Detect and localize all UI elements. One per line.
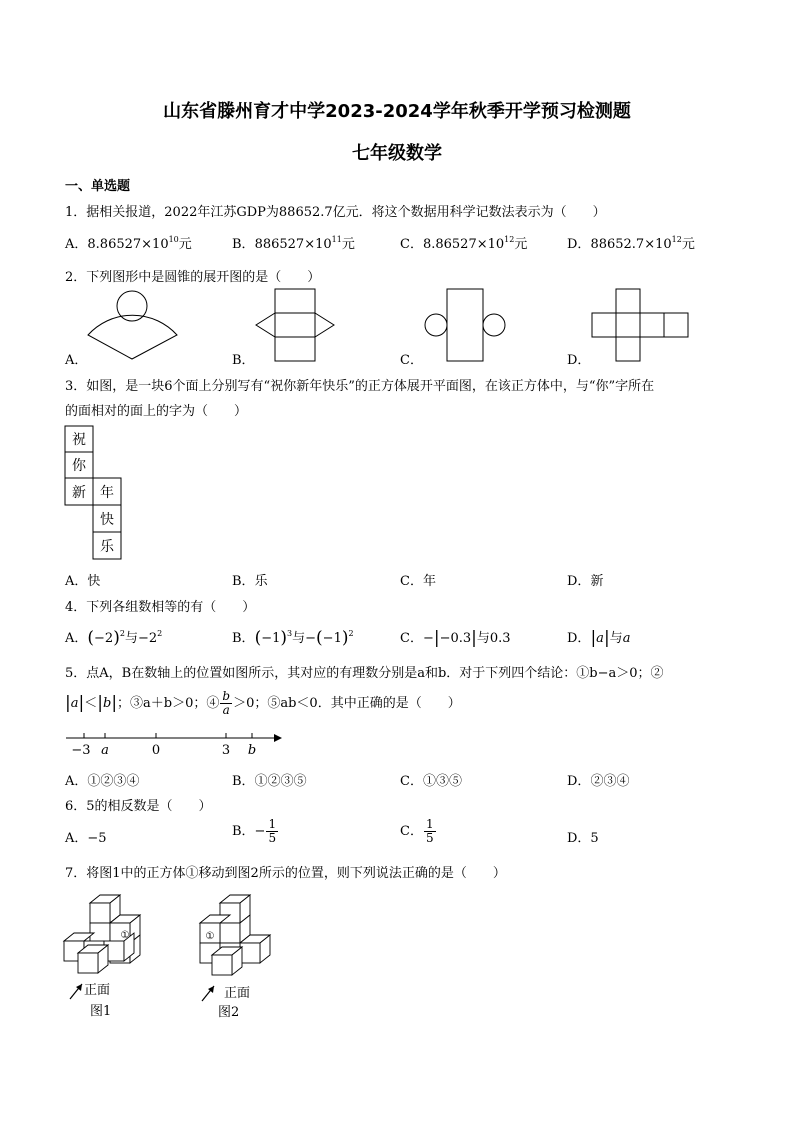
net-char-6: 乐 — [100, 539, 114, 555]
fig2-front-label: 正面 — [224, 986, 251, 1001]
q3-option-a[interactable]: A．快 — [65, 574, 101, 589]
q6-option-c[interactable]: C． $\frac{1}{5}$ — [400, 817, 434, 845]
axis-label-neg3: −3 — [71, 743, 91, 758]
net-char-2: 你 — [72, 458, 86, 474]
axis-label-a: a — [101, 743, 109, 758]
q6-option-a[interactable]: A．−5 — [65, 831, 107, 846]
number-line-figure — [62, 728, 284, 758]
fig2-caption: 图2 — [218, 1005, 240, 1020]
q5-option-c[interactable]: C．①③⑤ — [400, 774, 462, 789]
net-char-1: 祝 — [72, 432, 86, 448]
question-5-stem-line2: |a|＜|b|；③a＋b＞0；④ $\frac{b}{a}$ ＞0；⑤ab＜0．其中正确的是（ ） — [65, 689, 461, 717]
q4-option-b[interactable]: B．$(-1)^3$与$-(-1)^2$ — [232, 628, 354, 648]
fig1-marker: ① — [120, 930, 130, 941]
q2-option-a[interactable]: A． — [65, 353, 88, 368]
section-heading: 一、单选题 — [65, 179, 131, 194]
cone-net-figure — [80, 287, 190, 363]
q2-option-b[interactable]: B． — [232, 353, 255, 368]
net-char-5: 快 — [100, 512, 114, 528]
fig1-caption: 图1 — [90, 1004, 112, 1019]
fig1-front-label: 正面 — [84, 983, 111, 998]
q3-option-b[interactable]: B．乐 — [232, 574, 268, 589]
q4-option-c[interactable]: C．−|−0.3|与0.3 — [400, 628, 511, 648]
q1-option-b[interactable]: B．$886527\times 10^{11}$元 — [232, 235, 355, 252]
question-3-stem-line2: 的面相对的面上的字为（ ） — [65, 404, 248, 419]
q5-option-b[interactable]: B．①②③⑤ — [232, 774, 307, 789]
fig2-marker: ① — [205, 931, 215, 942]
axis-label-3: 3 — [221, 743, 231, 758]
question-3-stem-line1: 3．如图，是一块6个面上分别写有“祝你新年快乐”的正方体展开平面图，在该正方体中，与“你”字所在 — [65, 379, 655, 394]
page-title: 山东省滕州育才中学2023-2024学年秋季开学预习检测题 — [163, 101, 631, 122]
prism-net-figure — [250, 287, 340, 363]
axis-label-0: 0 — [151, 743, 161, 758]
question-2-stem: 2．下列图形中是圆锥的展开图的是（ ） — [65, 270, 321, 285]
page-subtitle: 七年级数学 — [352, 143, 442, 164]
question-1-stem: 1．据相关报道，2022年江苏GDP为88652.7亿元．将这个数据用科学记数法表示为（ ） — [65, 205, 606, 220]
q1-option-d[interactable]: D．$88652.7\times 10^{12}$元 — [567, 235, 695, 252]
figure-1-cubes — [60, 883, 160, 1023]
q1-option-c[interactable]: C．$8.86527\times 10^{12}$元 — [400, 235, 528, 252]
q5-option-d[interactable]: D．②③④ — [567, 774, 630, 789]
net-char-3: 新 — [72, 485, 86, 501]
net-char-4: 年 — [100, 485, 114, 501]
q3-option-d[interactable]: D．新 — [567, 574, 604, 589]
q2-option-d[interactable]: D． — [567, 353, 591, 368]
question-6-stem: 6．5的相反数是（ ） — [65, 799, 212, 814]
q4-option-d[interactable]: D．|a|与a — [567, 628, 631, 648]
q2-option-c[interactable]: C． — [400, 353, 423, 368]
q5-option-a[interactable]: A．①②③④ — [65, 774, 140, 789]
q1-option-a[interactable]: A．$8.86527\times 10^{10}$元 — [65, 235, 192, 252]
figure-2-cubes — [188, 883, 288, 1023]
axis-label-b: b — [247, 743, 257, 758]
q3-option-c[interactable]: C．年 — [400, 574, 436, 589]
question-7-stem: 7．将图1中的正方体①移动到图2所示的位置，则下列说法正确的是（ ） — [65, 866, 506, 881]
q4-option-a[interactable]: A．$(-2)^2$与$-2^2$ — [65, 628, 163, 648]
q6-option-d[interactable]: D．5 — [567, 831, 599, 846]
q6-option-b[interactable]: B．− $\frac{1}{5}$ — [232, 817, 277, 845]
cylinder-net-figure — [420, 287, 510, 363]
question-4-stem: 4．下列各组数相等的有（ ） — [65, 600, 256, 615]
cube-net-figure — [590, 287, 692, 363]
question-5-stem-line1: 5．点A，B在数轴上的位置如图所示，其对应的有理数分别是a和b．对于下列四个结论：①b−a＞0；② — [65, 666, 664, 681]
cube-net-text-figure — [64, 425, 124, 561]
